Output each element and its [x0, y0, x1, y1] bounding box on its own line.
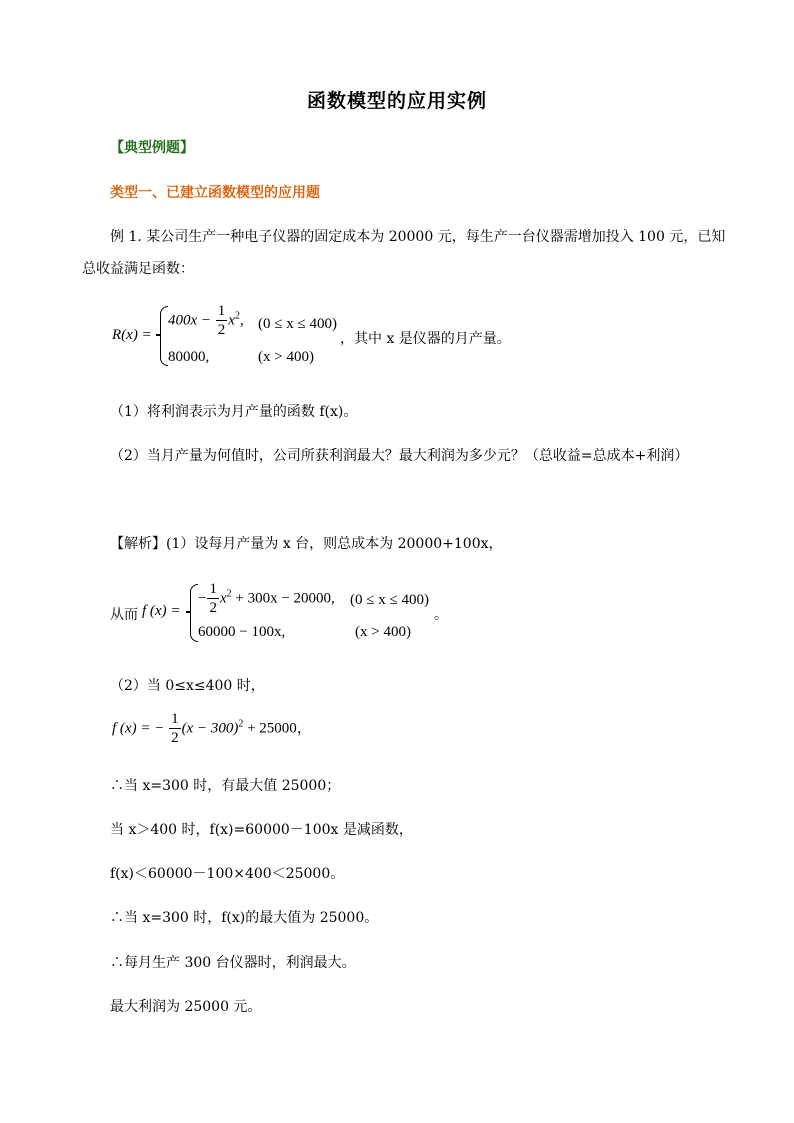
problem-line-1: 例 1. 某公司生产一种电子仪器的固定成本为 20000 元，每生产一台仪器需增加投入 100 元，已知	[110, 229, 726, 245]
question-2: （2）当月产量为何值时，公司所获利润最大？最大利润为多少元？（总收益=总成本+利润）	[110, 448, 689, 464]
vertex-frac-den: 2	[171, 730, 179, 746]
vertex-frac-num: 1	[171, 711, 179, 727]
r-function-lhs: R(x) =	[112, 327, 152, 343]
f-frac-num: 1	[209, 581, 217, 597]
f-prefix: 从而	[110, 607, 138, 623]
r-brace-tip	[156, 334, 161, 336]
f-brace-tip	[186, 611, 191, 613]
type-heading: 类型一、已建立函数模型的应用题	[110, 185, 320, 201]
solution-line-1: 【解析】(1）设每月产量为 x 台，则总成本为 20000+100x，	[110, 536, 503, 552]
r-case-2-condition: (x > 400)	[258, 349, 314, 365]
part-2-intro: （2）当 0≤x≤400 时，	[110, 678, 265, 694]
solution-step-5: ∴每月生产 300 台仪器时，利润最大。	[110, 955, 356, 971]
f-function-tail: 。	[434, 607, 448, 623]
f-brace	[190, 584, 198, 642]
f-case-2-value: 60000 − 100x,	[198, 624, 286, 640]
vertex-form: f (x) = − $\frac{1}{2}$ $(x - 300)^2 + 25000$，	[112, 711, 312, 746]
f-frac-den: 2	[209, 600, 217, 616]
f-case-1: − $\frac{1}{2}$ $x^2 + 300x - 20000$,	[198, 581, 335, 616]
section-label: 【典型例题】	[110, 140, 194, 156]
r-brace	[160, 306, 168, 366]
solution-step-3: f(x)＜60000－100×400＜25000。	[110, 866, 345, 882]
question-1: （1）将利润表示为月产量的函数 f(x)。	[110, 404, 358, 420]
solution-step-4: ∴当 x=300 时，f(x)的最大值为 25000。	[110, 910, 379, 926]
r-frac-num: 1	[217, 303, 226, 319]
solution-step-6: 最大利润为 25000 元。	[110, 999, 262, 1015]
r-function-tail: ，其中 x 是仪器的月产量。	[340, 331, 511, 347]
f-function-lhs: f (x) =	[142, 603, 181, 619]
r-case-1-condition: (0 ≤ x ≤ 400)	[258, 316, 337, 332]
problem-line-2: 总收益满足函数：	[82, 261, 194, 277]
f-case-1-condition: (0 ≤ x ≤ 400)	[350, 592, 429, 608]
r-frac-den: 2	[217, 322, 226, 338]
page-title: 函数模型的应用实例	[306, 90, 487, 112]
f-case-2-condition: (x > 400)	[355, 624, 411, 640]
solution-step-2: 当 x＞400 时，f(x)=60000－100x 是减函数，	[110, 822, 413, 838]
r-case-2-value: 80000,	[168, 349, 210, 365]
r-case-1: 400x − $\frac{1}{2}$ $x^2$,	[168, 303, 244, 338]
solution-step-1: ∴当 x=300 时，有最大值 25000；	[110, 778, 341, 794]
